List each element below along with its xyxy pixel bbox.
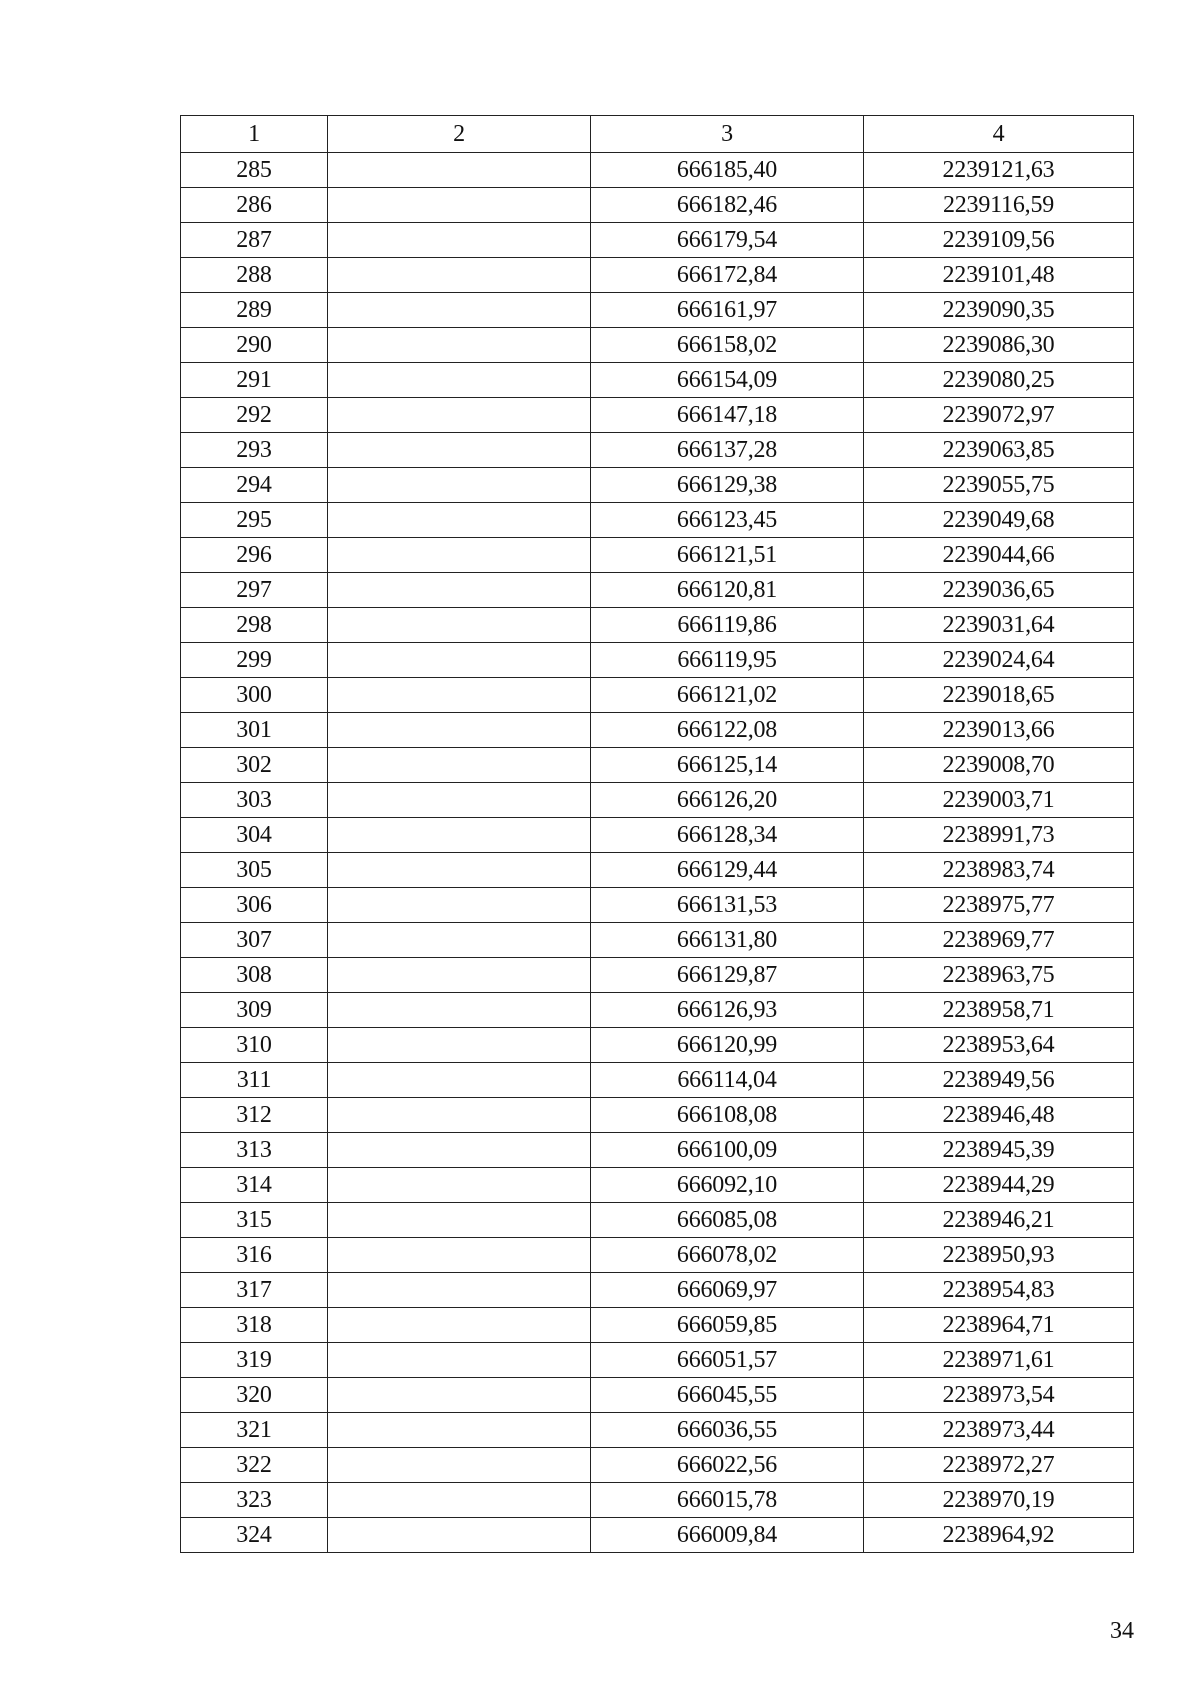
empty-cell <box>328 1168 591 1203</box>
x-coordinate-cell: 666078,02 <box>591 1238 864 1273</box>
empty-cell <box>328 188 591 223</box>
point-number-cell: 299 <box>181 643 328 678</box>
y-coordinate-cell: 2238949,56 <box>864 1063 1134 1098</box>
empty-cell <box>328 258 591 293</box>
point-number-cell: 318 <box>181 1308 328 1343</box>
empty-cell <box>328 1378 591 1413</box>
empty-cell <box>328 993 591 1028</box>
empty-cell <box>328 783 591 818</box>
y-coordinate-cell: 2239044,66 <box>864 538 1134 573</box>
empty-cell <box>328 923 591 958</box>
table-row <box>181 1168 1134 1203</box>
table-row <box>181 538 1134 573</box>
table-row <box>181 1483 1134 1518</box>
table-row <box>181 1518 1134 1553</box>
empty-cell <box>328 713 591 748</box>
table-row <box>181 1273 1134 1308</box>
y-coordinate-cell: 2238946,48 <box>864 1098 1134 1133</box>
y-coordinate-cell: 2238973,44 <box>864 1413 1134 1448</box>
point-number-cell: 291 <box>181 363 328 398</box>
y-coordinate-cell: 2238945,39 <box>864 1133 1134 1168</box>
empty-cell <box>328 398 591 433</box>
table-row <box>181 398 1134 433</box>
point-number-cell: 323 <box>181 1483 328 1518</box>
table-row <box>181 1203 1134 1238</box>
empty-cell <box>328 223 591 258</box>
column-header-1: 1 <box>181 116 328 153</box>
point-number-cell: 307 <box>181 923 328 958</box>
point-number-cell: 322 <box>181 1448 328 1483</box>
table-row <box>181 993 1134 1028</box>
point-number-cell: 313 <box>181 1133 328 1168</box>
x-coordinate-cell: 666015,78 <box>591 1483 864 1518</box>
x-coordinate-cell: 666126,20 <box>591 783 864 818</box>
table-row <box>181 223 1134 258</box>
empty-cell <box>328 468 591 503</box>
table-row <box>181 468 1134 503</box>
table-row <box>181 783 1134 818</box>
empty-cell <box>328 1518 591 1553</box>
y-coordinate-cell: 2239109,56 <box>864 223 1134 258</box>
x-coordinate-cell: 666154,09 <box>591 363 864 398</box>
empty-cell <box>328 1343 591 1378</box>
y-coordinate-cell: 2239049,68 <box>864 503 1134 538</box>
empty-cell <box>328 1413 591 1448</box>
empty-cell <box>328 1238 591 1273</box>
empty-cell <box>328 1273 591 1308</box>
y-coordinate-cell: 2238950,93 <box>864 1238 1134 1273</box>
table-row <box>181 503 1134 538</box>
table-row <box>181 1378 1134 1413</box>
y-coordinate-cell: 2238953,64 <box>864 1028 1134 1063</box>
table-body <box>181 153 1134 1553</box>
empty-cell <box>328 643 591 678</box>
y-coordinate-cell: 2239063,85 <box>864 433 1134 468</box>
x-coordinate-cell: 666129,44 <box>591 853 864 888</box>
x-coordinate-cell: 666129,38 <box>591 468 864 503</box>
y-coordinate-cell: 2238975,77 <box>864 888 1134 923</box>
empty-cell <box>328 1308 591 1343</box>
table-row <box>181 1028 1134 1063</box>
point-number-cell: 292 <box>181 398 328 433</box>
point-number-cell: 315 <box>181 1203 328 1238</box>
point-number-cell: 301 <box>181 713 328 748</box>
point-number-cell: 294 <box>181 468 328 503</box>
x-coordinate-cell: 666158,02 <box>591 328 864 363</box>
page-number: 34 <box>1110 1618 1134 1644</box>
x-coordinate-cell: 666069,97 <box>591 1273 864 1308</box>
x-coordinate-cell: 666122,08 <box>591 713 864 748</box>
x-coordinate-cell: 666009,84 <box>591 1518 864 1553</box>
table-row <box>181 328 1134 363</box>
point-number-cell: 312 <box>181 1098 328 1133</box>
table-row <box>181 713 1134 748</box>
table-row <box>181 363 1134 398</box>
table-row <box>181 748 1134 783</box>
point-number-cell: 290 <box>181 328 328 363</box>
point-number-cell: 305 <box>181 853 328 888</box>
empty-cell <box>328 1063 591 1098</box>
x-coordinate-cell: 666129,87 <box>591 958 864 993</box>
x-coordinate-cell: 666126,93 <box>591 993 864 1028</box>
empty-cell <box>328 503 591 538</box>
x-coordinate-cell: 666172,84 <box>591 258 864 293</box>
point-number-cell: 314 <box>181 1168 328 1203</box>
empty-cell <box>328 153 591 188</box>
empty-cell <box>328 573 591 608</box>
y-coordinate-cell: 2238970,19 <box>864 1483 1134 1518</box>
y-coordinate-cell: 2238964,92 <box>864 1518 1134 1553</box>
point-number-cell: 298 <box>181 608 328 643</box>
empty-cell <box>328 678 591 713</box>
point-number-cell: 319 <box>181 1343 328 1378</box>
y-coordinate-cell: 2238973,54 <box>864 1378 1134 1413</box>
y-coordinate-cell: 2239072,97 <box>864 398 1134 433</box>
y-coordinate-cell: 2239008,70 <box>864 748 1134 783</box>
empty-cell <box>328 1098 591 1133</box>
x-coordinate-cell: 666182,46 <box>591 188 864 223</box>
y-coordinate-cell: 2239090,35 <box>864 293 1134 328</box>
table-row <box>181 1063 1134 1098</box>
y-coordinate-cell: 2239080,25 <box>864 363 1134 398</box>
empty-cell <box>328 853 591 888</box>
x-coordinate-cell: 666125,14 <box>591 748 864 783</box>
empty-cell <box>328 293 591 328</box>
empty-cell <box>328 958 591 993</box>
point-number-cell: 288 <box>181 258 328 293</box>
y-coordinate-cell: 2239036,65 <box>864 573 1134 608</box>
x-coordinate-cell: 666051,57 <box>591 1343 864 1378</box>
y-coordinate-cell: 2238958,71 <box>864 993 1134 1028</box>
y-coordinate-cell: 2239101,48 <box>864 258 1134 293</box>
y-coordinate-cell: 2238983,74 <box>864 853 1134 888</box>
x-coordinate-cell: 666108,08 <box>591 1098 864 1133</box>
table-row <box>181 1448 1134 1483</box>
x-coordinate-cell: 666131,80 <box>591 923 864 958</box>
x-coordinate-cell: 666179,54 <box>591 223 864 258</box>
y-coordinate-cell: 2239013,66 <box>864 713 1134 748</box>
point-number-cell: 316 <box>181 1238 328 1273</box>
empty-cell <box>328 1028 591 1063</box>
point-number-cell: 296 <box>181 538 328 573</box>
point-number-cell: 303 <box>181 783 328 818</box>
x-coordinate-cell: 666022,56 <box>591 1448 864 1483</box>
y-coordinate-cell: 2238971,61 <box>864 1343 1134 1378</box>
point-number-cell: 295 <box>181 503 328 538</box>
empty-cell <box>328 608 591 643</box>
y-coordinate-cell: 2238991,73 <box>864 818 1134 853</box>
empty-cell <box>328 748 591 783</box>
x-coordinate-cell: 666121,02 <box>591 678 864 713</box>
table-row <box>181 888 1134 923</box>
x-coordinate-cell: 666185,40 <box>591 153 864 188</box>
point-number-cell: 320 <box>181 1378 328 1413</box>
y-coordinate-cell: 2238946,21 <box>864 1203 1134 1238</box>
y-coordinate-cell: 2238944,29 <box>864 1168 1134 1203</box>
x-coordinate-cell: 666137,28 <box>591 433 864 468</box>
table-row <box>181 643 1134 678</box>
table-row <box>181 258 1134 293</box>
table-row <box>181 573 1134 608</box>
x-coordinate-cell: 666119,86 <box>591 608 864 643</box>
point-number-cell: 308 <box>181 958 328 993</box>
empty-cell <box>328 1133 591 1168</box>
y-coordinate-cell: 2239055,75 <box>864 468 1134 503</box>
table-row <box>181 958 1134 993</box>
table-row <box>181 188 1134 223</box>
point-number-cell: 306 <box>181 888 328 923</box>
y-coordinate-cell: 2238963,75 <box>864 958 1134 993</box>
x-coordinate-cell: 666092,10 <box>591 1168 864 1203</box>
x-coordinate-cell: 666045,55 <box>591 1378 864 1413</box>
y-coordinate-cell: 2239003,71 <box>864 783 1134 818</box>
y-coordinate-cell: 2239116,59 <box>864 188 1134 223</box>
empty-cell <box>328 1448 591 1483</box>
x-coordinate-cell: 666161,97 <box>591 293 864 328</box>
table-row <box>181 293 1134 328</box>
point-number-cell: 302 <box>181 748 328 783</box>
table-row <box>181 818 1134 853</box>
table-row <box>181 1238 1134 1273</box>
point-number-cell: 324 <box>181 1518 328 1553</box>
table-header-row <box>181 116 1134 153</box>
empty-cell <box>328 1483 591 1518</box>
point-number-cell: 317 <box>181 1273 328 1308</box>
x-coordinate-cell: 666123,45 <box>591 503 864 538</box>
column-header-4: 4 <box>864 116 1134 153</box>
empty-cell <box>328 1203 591 1238</box>
x-coordinate-cell: 666114,04 <box>591 1063 864 1098</box>
x-coordinate-cell: 666059,85 <box>591 1308 864 1343</box>
point-number-cell: 321 <box>181 1413 328 1448</box>
y-coordinate-cell: 2238972,27 <box>864 1448 1134 1483</box>
y-coordinate-cell: 2238954,83 <box>864 1273 1134 1308</box>
x-coordinate-cell: 666036,55 <box>591 1413 864 1448</box>
point-number-cell: 300 <box>181 678 328 713</box>
table-row <box>181 1343 1134 1378</box>
y-coordinate-cell: 2239031,64 <box>864 608 1134 643</box>
table-row <box>181 153 1134 188</box>
point-number-cell: 286 <box>181 188 328 223</box>
x-coordinate-cell: 666120,81 <box>591 573 864 608</box>
table-row <box>181 1308 1134 1343</box>
table-row <box>181 1413 1134 1448</box>
table-row <box>181 853 1134 888</box>
empty-cell <box>328 363 591 398</box>
x-coordinate-cell: 666147,18 <box>591 398 864 433</box>
x-coordinate-cell: 666121,51 <box>591 538 864 573</box>
x-coordinate-cell: 666131,53 <box>591 888 864 923</box>
y-coordinate-cell: 2239121,63 <box>864 153 1134 188</box>
x-coordinate-cell: 666120,99 <box>591 1028 864 1063</box>
y-coordinate-cell: 2239024,64 <box>864 643 1134 678</box>
point-number-cell: 287 <box>181 223 328 258</box>
point-number-cell: 311 <box>181 1063 328 1098</box>
point-number-cell: 310 <box>181 1028 328 1063</box>
y-coordinate-cell: 2239018,65 <box>864 678 1134 713</box>
empty-cell <box>328 888 591 923</box>
column-header-3: 3 <box>591 116 864 153</box>
y-coordinate-cell: 2238964,71 <box>864 1308 1134 1343</box>
empty-cell <box>328 818 591 853</box>
x-coordinate-cell: 666100,09 <box>591 1133 864 1168</box>
x-coordinate-cell: 666085,08 <box>591 1203 864 1238</box>
table-row <box>181 678 1134 713</box>
point-number-cell: 309 <box>181 993 328 1028</box>
table-row <box>181 608 1134 643</box>
y-coordinate-cell: 2239086,30 <box>864 328 1134 363</box>
empty-cell <box>328 328 591 363</box>
table-row <box>181 433 1134 468</box>
table-row <box>181 923 1134 958</box>
point-number-cell: 304 <box>181 818 328 853</box>
point-number-cell: 289 <box>181 293 328 328</box>
x-coordinate-cell: 666119,95 <box>591 643 864 678</box>
table-row <box>181 1133 1134 1168</box>
empty-cell <box>328 538 591 573</box>
point-number-cell: 285 <box>181 153 328 188</box>
table-row <box>181 1098 1134 1133</box>
x-coordinate-cell: 666128,34 <box>591 818 864 853</box>
y-coordinate-cell: 2238969,77 <box>864 923 1134 958</box>
column-header-2: 2 <box>328 116 591 153</box>
point-number-cell: 293 <box>181 433 328 468</box>
point-number-cell: 297 <box>181 573 328 608</box>
coordinates-table <box>180 115 1134 1553</box>
empty-cell <box>328 433 591 468</box>
